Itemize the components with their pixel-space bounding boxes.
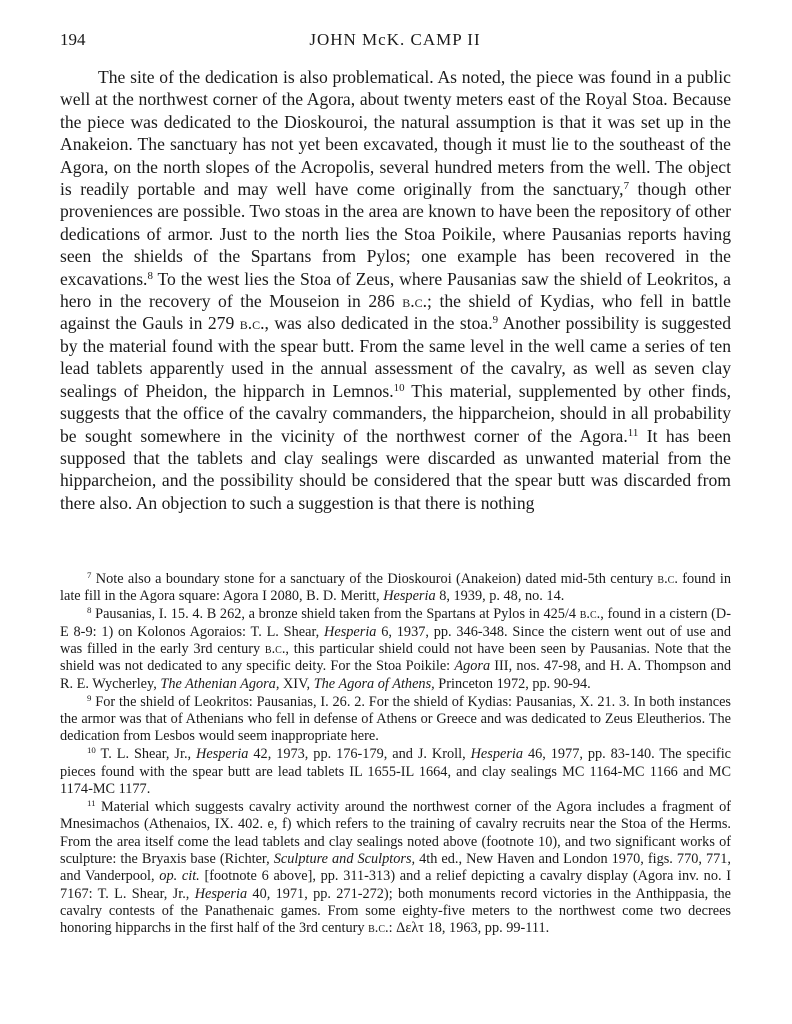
- footnote-text: found in late fill in the Agora square: Agora I 2080, B. D. Meritt,: [60, 571, 731, 605]
- footnote-7: [60, 571, 731, 606]
- era-abbrev: b.c.: [579, 606, 601, 623]
- body-text-run: , was also dedicated in the stoa.: [264, 313, 493, 334]
- footnote-text: Note also a boundary stone for a sanctuary of the Dioskouroi (Anakeion) dated mid-5th century: [91, 571, 658, 587]
- body-text-run: To the west lies the Stoa of Zeus, where Pausanias saw the shield of Leokritos, a hero in the recovery of the Mouseion in 286: [60, 268, 731, 312]
- footnote-ref-8[interactable]: 8: [147, 269, 153, 282]
- era-abbrev: b.c.: [368, 920, 389, 937]
- era-abbrev: b.c.: [657, 571, 678, 587]
- footnote-text: III, nos. 47-98, and H. A. Thompson and R. E. Wycherley,: [60, 658, 731, 692]
- footnote-text: , this particular shield could not have been seen by Pausanias. Note that the shield was not dedicated to any specific deity. For the Stoa Poikile:: [60, 640, 732, 675]
- journal-title: Hesperia: [383, 588, 436, 605]
- footnote-text: 40, 1971, pp. 271-272); both monuments record victories in the Anthippasia, the cavalry contests of the Panathenaic games. From some eighty-five meters to the northwest come two decrees honoring hipparchs in the first half of the 3rd century: [60, 885, 731, 937]
- footnote-text: 8, 1939, p. 48, no. 14.: [435, 588, 565, 605]
- page-header: [60, 30, 730, 52]
- citation-abbrev: op. cit.: [159, 868, 200, 885]
- footnote-text: 6, 1937, pp. 346-348. Since the cistern went out of use and was filled in the early 3rd century: [60, 623, 731, 657]
- era-abbrev: b.c.: [264, 640, 286, 657]
- footnote-11: [60, 799, 731, 938]
- footnote-text: T. L. Shear, Jr.,: [95, 746, 197, 763]
- footnote-8: [60, 606, 731, 693]
- footnote-text: : Δελτ 18, 1963, pp. 99-111.: [388, 920, 550, 937]
- journal-title: Hesperia: [470, 746, 524, 763]
- footnote-text: 4th ed., New Haven and London 1970, figs. 770, 771, and Vanderpool,: [60, 850, 731, 885]
- footnotes-section: [60, 571, 731, 938]
- footnote-number: 7: [87, 570, 92, 581]
- main-paragraph: [60, 66, 731, 514]
- footnote-text: , found in a cistern (D-E 8-9: 1) on Kolonos Agoraios: T. L. Shear,: [60, 606, 731, 640]
- footnote-number: 9: [87, 692, 92, 703]
- footnote-ref-9[interactable]: 9: [492, 314, 499, 327]
- footnote-ref-10[interactable]: 10: [393, 381, 405, 394]
- era-abbrev: b.c.: [402, 291, 428, 312]
- running-head: JOHN McK. CAMP II: [309, 30, 481, 49]
- footnote-number: 8: [87, 605, 92, 616]
- footnote-number: 11: [87, 797, 96, 808]
- footnote-text: XIV,: [279, 675, 314, 692]
- journal-title: Hesperia: [196, 746, 249, 763]
- footnote-ref-7[interactable]: 7: [623, 180, 630, 193]
- book-title: The Agora of Athens,: [313, 675, 435, 692]
- footnote-text: For the shield of Leokritos: Pausanias, I. 26. 2. For the shield of Kydias: Pausanias, X. 21. 3. In both instances the armor was that of Athenians who fell in defense of Athens or Greece and was dedicated to Zeus Eleutherios. The dedication from Lesbos would seem inappropriate here.: [60, 693, 731, 745]
- body-text-run: though other proveniences are possible. Two stoas in the area are known to have been the repository of other dedications of armor. Just to the north lies the Stoa Poikile, where Pausanias reports having seen the shields of the Spartans from Pylos; one example has been recovered in the excavations.: [60, 179, 731, 289]
- body-text-run: The site of the dedication is also problematical. As noted, the piece was found in a public well at the northwest corner of the Agora, about twenty meters east of the Royal Stoa. Because the piece was dedicated to the Dioskouroi, the natural assumption is that it was set up in the Anakeion. The sanctuary has not yet been excavated, though it must lie to the southeast of the Agora, on the north slopes of the Acropolis, several hundred meters from the well. The object is readily portable and may well have come originally from the sanctuary,: [60, 67, 731, 200]
- footnote-number: 10: [87, 745, 96, 756]
- footnote-text: 46, 1977, pp. 83-140. The specific pieces found with the spear butt are lead tablets IL 1655-IL 1664, and clay sealings MC 1164-MC 1166 and MC 1174-MC 1177.: [60, 746, 732, 797]
- footnote-9: [60, 694, 731, 746]
- footnote-10: [60, 746, 731, 798]
- body-text-run: It has been supposed that the tablets and clay sealings were discarded as unwanted material from the hipparcheion, and the possibility should be considered that the spear butt was discarded from there also. An objection to such a suggestion is that there is nothing: [60, 425, 732, 513]
- footnote-text: Princeton 1972, pp. 90-94.: [434, 675, 591, 692]
- book-title: The Athenian Agora,: [160, 675, 280, 692]
- footnote-ref-11[interactable]: 11: [627, 426, 639, 439]
- footnote-text: 42, 1973, pp. 176-179, and J. Kroll,: [248, 746, 471, 763]
- body-text-run: Another possibility is suggested by the material found with the spear butt. From the same level in the well came a series of ten lead tablets apparently used in the annual assessment of the cavalry, as well as seven clay sealings of Pheidon, the hipparch in Lemnos.: [60, 313, 732, 401]
- body-text-run: This material, supplemented by other finds, suggests that the office of the cavalry commanders, the hipparcheion, should in all probability be sought somewhere in the vicinity of the northwest corner of the Agora.: [60, 380, 732, 446]
- footnote-text: Pausanias, I. 15. 4. B 262, a bronze shield taken from the Spartans at Pylos in 425/4: [91, 606, 580, 623]
- book-title: Agora: [454, 658, 491, 675]
- journal-title: Hesperia: [324, 623, 377, 640]
- footnote-text: Material which suggests cavalry activity around the northwest corner of the Agora includes a fragment of Mnesimachos (Athenaios, IX. 402. e, f) which refers to the training of cavalry recruits near the Stoa of the Herms. From the area itself come the lead tablets and clay sealings noted above (footnote 10), and two significant works of sculpture: the Bryaxis base (Richter,: [60, 798, 731, 867]
- footnote-text: [footnote 6 above], pp. 311-313) and a relief depicting a cavalry display (Agora inv. no. I 7167: T. L. Shear, Jr.,: [60, 868, 732, 902]
- page-number: 194: [60, 30, 86, 49]
- era-abbrev: b.c.: [239, 313, 265, 334]
- body-text-run: ; the shield of Kydias, who fell in battle against the Gauls in 279: [60, 291, 731, 334]
- book-title: Sculpture and Sculptors,: [273, 850, 416, 867]
- journal-title: Hesperia: [194, 885, 248, 902]
